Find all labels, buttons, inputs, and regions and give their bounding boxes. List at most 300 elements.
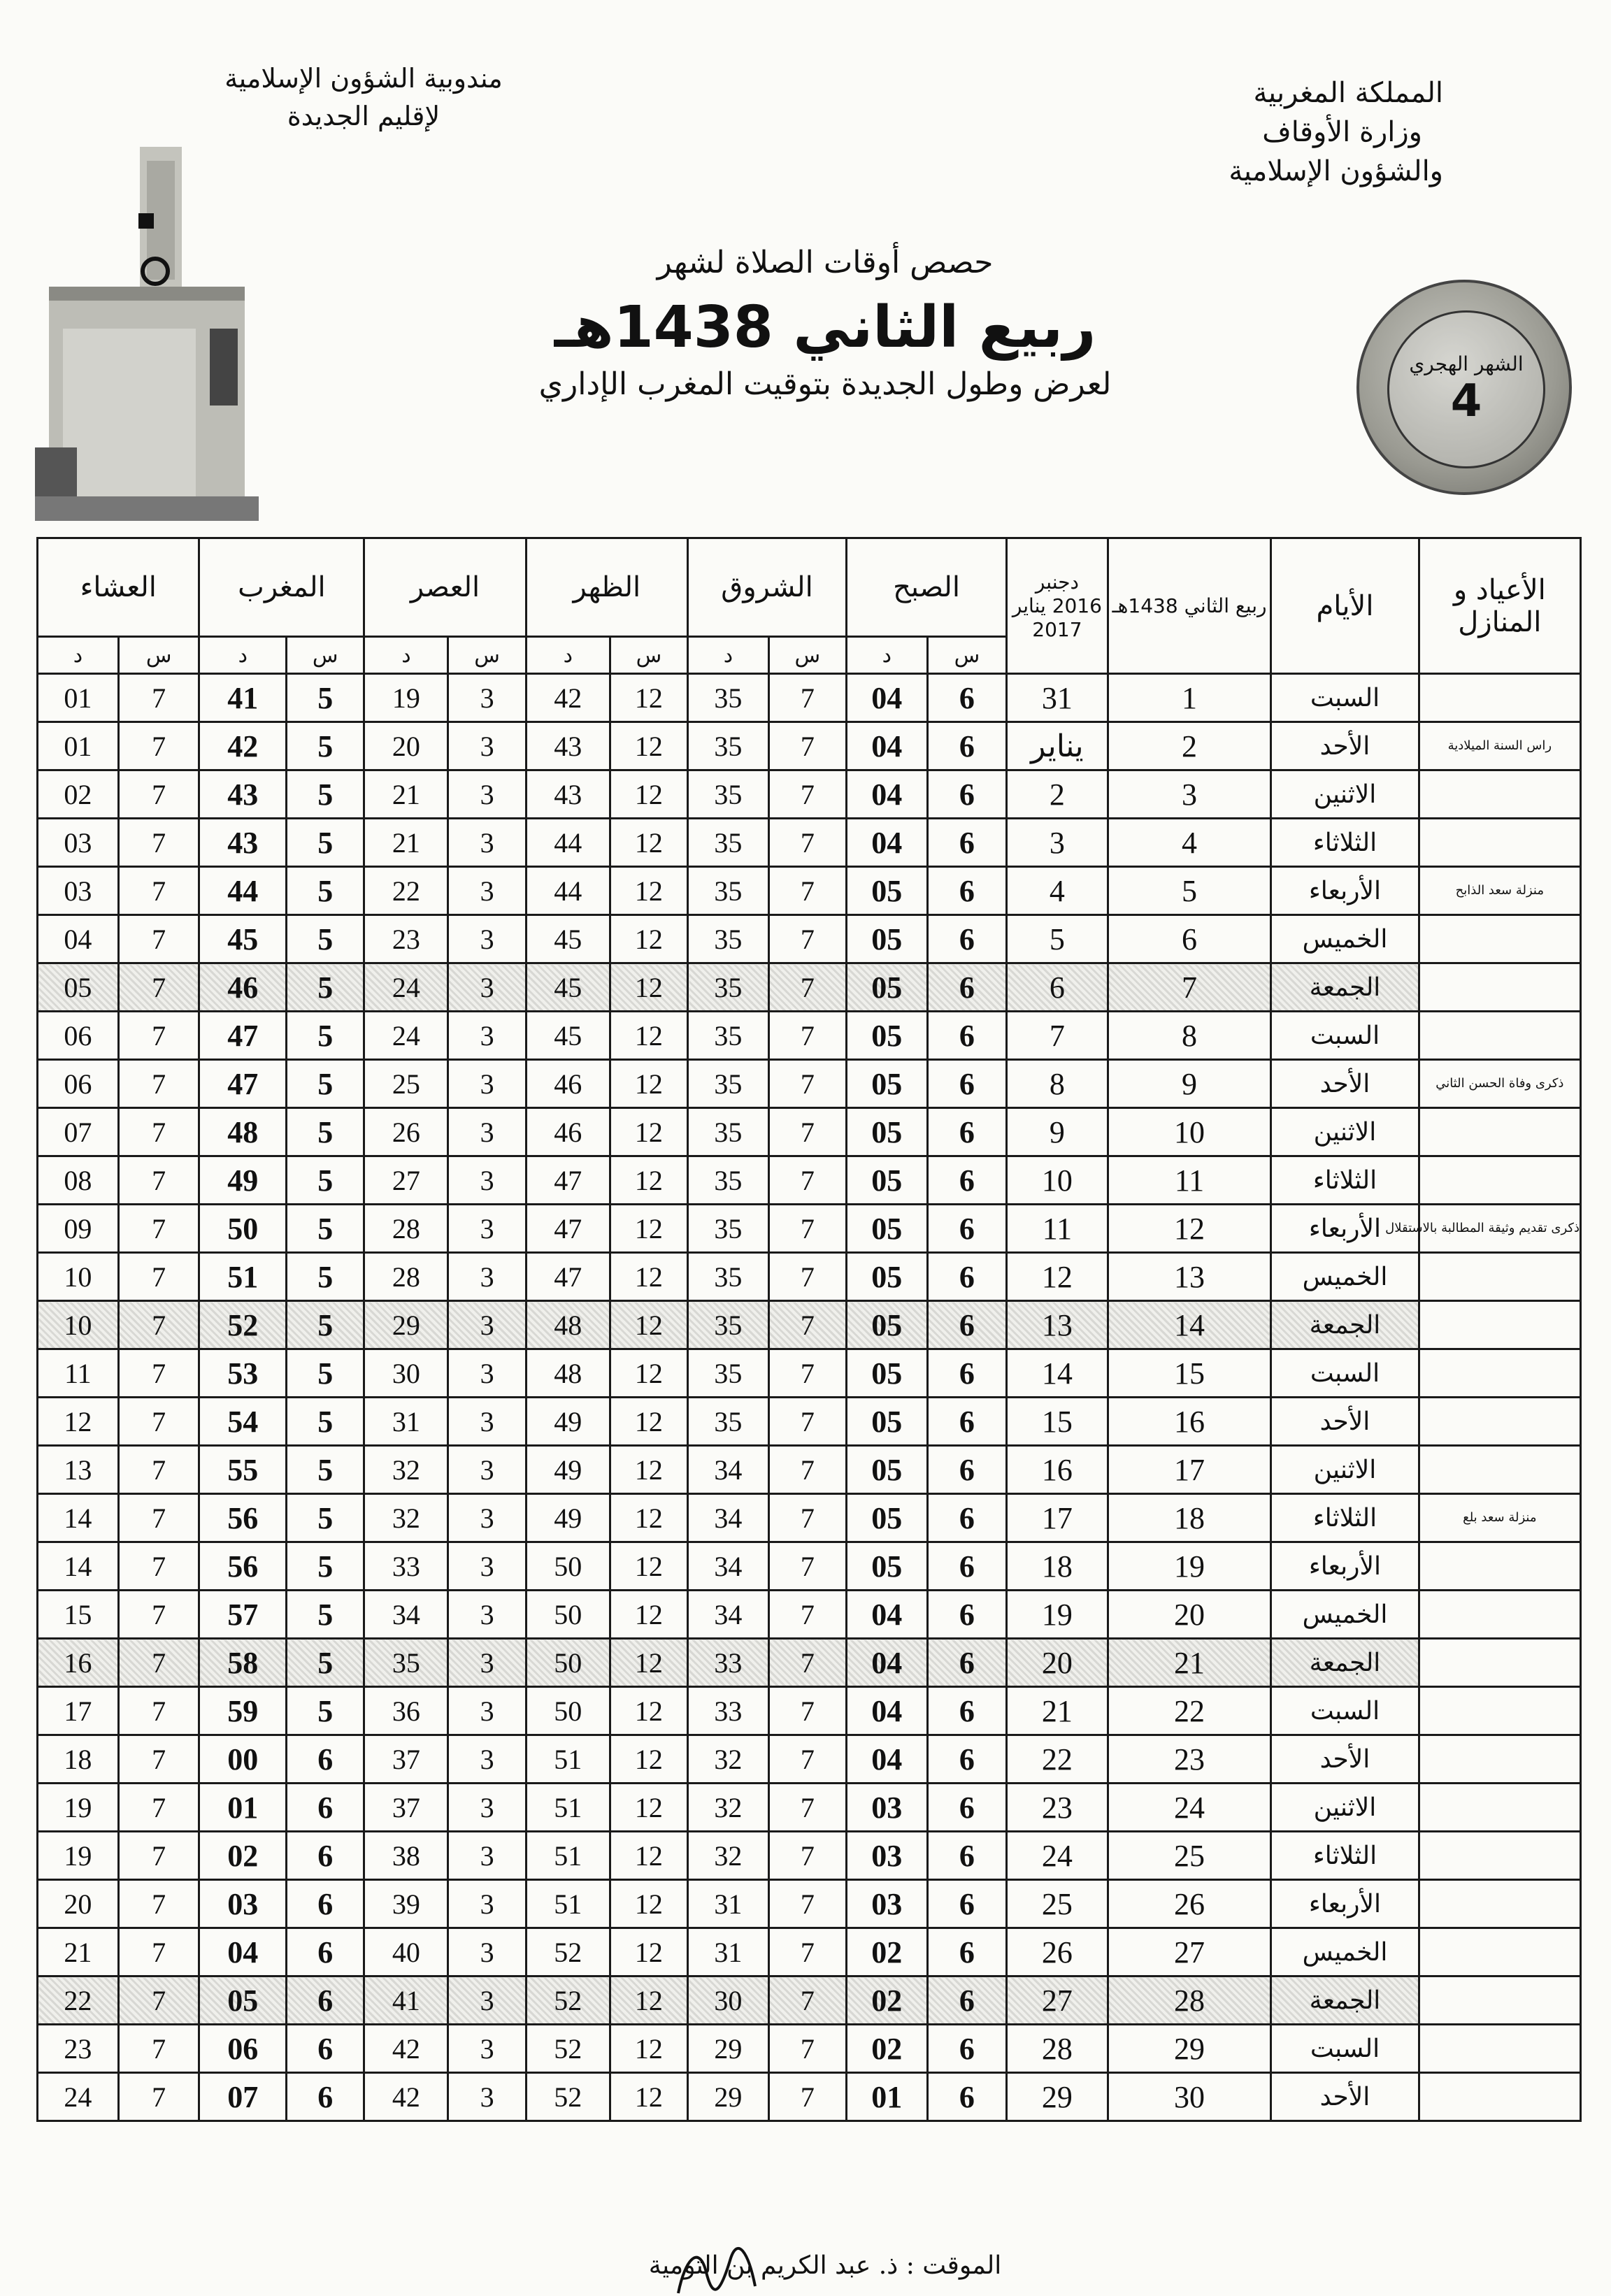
shuruq-minute-cell: 35 <box>688 1253 769 1301</box>
fajr-minute-cell: 05 <box>846 867 927 915</box>
fajr-hour-cell: 6 <box>927 722 1006 770</box>
dhuhr-minute-cell: 50 <box>526 1639 610 1687</box>
shuruq-minute-cell: 29 <box>688 2073 769 2121</box>
asr-hour-cell: 3 <box>448 915 526 963</box>
gregorian-date-cell: 23 <box>1007 1784 1108 1832</box>
minute-label: د <box>199 637 287 674</box>
hijri-date-cell: 15 <box>1108 1349 1271 1398</box>
hijri-date-cell: 7 <box>1108 963 1271 1012</box>
dhuhr-hour-cell: 12 <box>610 1060 687 1108</box>
kingdom-line: المملكة المغربية <box>1253 77 1443 109</box>
dhuhr-hour-cell: 12 <box>610 1446 687 1494</box>
asr-minute-cell: 20 <box>364 722 448 770</box>
isha-hour-cell: 7 <box>118 1832 199 1880</box>
hijri-date-cell: 26 <box>1108 1880 1271 1928</box>
table-row <box>38 1301 1581 1349</box>
isha-minute-cell: 04 <box>38 915 119 963</box>
dhuhr-minute-cell: 47 <box>526 1253 610 1301</box>
hijri-date-cell: 11 <box>1108 1156 1271 1205</box>
fajr-hour-cell: 6 <box>927 1735 1006 1784</box>
asr-hour-cell: 3 <box>448 1832 526 1880</box>
isha-minute-cell: 24 <box>38 2073 119 2121</box>
event-cell <box>1419 1735 1580 1784</box>
day-cell: الأربعاء <box>1271 1205 1419 1253</box>
dhuhr-hour-cell: 12 <box>610 1880 687 1928</box>
shuruq-minute-cell: 30 <box>688 1976 769 2025</box>
title-line-3: لعرض وطول الجديدة بتوقيت المغرب الإداري <box>538 366 1112 402</box>
dhuhr-hour-cell: 12 <box>610 1928 687 1976</box>
maghrib-minute-cell: 46 <box>199 963 287 1012</box>
gregorian-date-cell: 16 <box>1007 1446 1108 1494</box>
day-cell: السبت <box>1271 1687 1419 1735</box>
asr-minute-cell: 22 <box>364 867 448 915</box>
maghrib-hour-cell: 5 <box>287 722 364 770</box>
gregorian-date-cell: 5 <box>1007 915 1108 963</box>
maghrib-minute-cell: 55 <box>199 1446 287 1494</box>
shuruq-minute-cell: 35 <box>688 915 769 963</box>
fajr-hour-cell: 6 <box>927 1687 1006 1735</box>
fajr-hour-cell: 6 <box>927 2073 1006 2121</box>
gregorian-date-cell: 27 <box>1007 1976 1108 2025</box>
table-row <box>38 1880 1581 1928</box>
dhuhr-hour-cell: 12 <box>610 1253 687 1301</box>
fajr-hour-cell: 6 <box>927 1349 1006 1398</box>
shuruq-hour-cell: 7 <box>768 1542 846 1591</box>
dhuhr-minute-cell: 44 <box>526 867 610 915</box>
shuruq-hour-cell: 7 <box>768 770 846 819</box>
hijri-date-cell: 30 <box>1108 2073 1271 2121</box>
maghrib-minute-cell: 44 <box>199 867 287 915</box>
isha-hour-cell: 7 <box>118 2073 199 2121</box>
gregorian-date-cell: 15 <box>1007 1398 1108 1446</box>
isha-minute-cell: 22 <box>38 1976 119 2025</box>
event-cell: منزلة سعد بلع <box>1419 1494 1580 1542</box>
asr-hour-cell: 3 <box>448 722 526 770</box>
ministry-line: وزارة الأوقاف <box>1262 116 1422 148</box>
asr-minute-cell: 39 <box>364 1880 448 1928</box>
event-cell <box>1419 1253 1580 1301</box>
day-cell: الجمعة <box>1271 1301 1419 1349</box>
shuruq-minute-cell: 35 <box>688 1398 769 1446</box>
maghrib-hour-cell: 5 <box>287 1253 364 1301</box>
asr-minute-cell: 25 <box>364 1060 448 1108</box>
gregorian-header: دجنبر 2016 يناير 2017 <box>1007 538 1108 674</box>
asr-minute-cell: 42 <box>364 2073 448 2121</box>
event-cell <box>1419 2025 1580 2073</box>
hijri-date-cell: 19 <box>1108 1542 1271 1591</box>
day-cell: الاثنين <box>1271 1108 1419 1156</box>
day-cell: الأربعاء <box>1271 867 1419 915</box>
hijri-date-cell: 29 <box>1108 2025 1271 2073</box>
dhuhr-hour-cell: 12 <box>610 1832 687 1880</box>
shuruq-minute-cell: 34 <box>688 1542 769 1591</box>
event-cell: راس السنة الميلادية <box>1419 722 1580 770</box>
asr-hour-cell: 3 <box>448 2073 526 2121</box>
isha-hour-cell: 7 <box>118 674 199 722</box>
isha-hour-cell: 7 <box>118 1060 199 1108</box>
hijri-month-seal <box>1356 280 1572 495</box>
shuruq-hour-cell: 7 <box>768 674 846 722</box>
asr-minute-cell: 21 <box>364 819 448 867</box>
table-row <box>38 1639 1581 1687</box>
fajr-hour-cell: 6 <box>927 1108 1006 1156</box>
shuruq-minute-cell: 33 <box>688 1639 769 1687</box>
dhuhr-minute-cell: 47 <box>526 1205 610 1253</box>
fajr-minute-cell: 02 <box>846 2025 927 2073</box>
hijri-date-cell: 16 <box>1108 1398 1271 1446</box>
asr-minute-cell: 28 <box>364 1205 448 1253</box>
table-row <box>38 1398 1581 1446</box>
hijri-date-cell: 8 <box>1108 1012 1271 1060</box>
hijri-date-cell: 9 <box>1108 1060 1271 1108</box>
asr-hour-cell: 3 <box>448 1591 526 1639</box>
table-row <box>38 1542 1581 1591</box>
month-title: ربيع الثاني 1438هـ <box>554 294 1096 361</box>
shuruq-hour-cell: 7 <box>768 722 846 770</box>
hijri-header: ربيع الثاني 1438هـ <box>1108 538 1271 674</box>
gregorian-date-cell: 2 <box>1007 770 1108 819</box>
day-cell: الجمعة <box>1271 963 1419 1012</box>
asr-minute-cell: 38 <box>364 1832 448 1880</box>
dhuhr-hour-cell: 12 <box>610 1591 687 1639</box>
asr-minute-cell: 32 <box>364 1494 448 1542</box>
maghrib-hour-cell: 5 <box>287 674 364 722</box>
fajr-minute-cell: 04 <box>846 674 927 722</box>
dhuhr-minute-cell: 52 <box>526 2073 610 2121</box>
shuruq-minute-cell: 35 <box>688 770 769 819</box>
day-cell: الأربعاء <box>1271 1880 1419 1928</box>
table-row <box>38 674 1581 722</box>
day-cell: الاثنين <box>1271 770 1419 819</box>
isha-minute-cell: 07 <box>38 1108 119 1156</box>
maghrib-minute-cell: 48 <box>199 1108 287 1156</box>
isha-minute-cell: 13 <box>38 1446 119 1494</box>
shuruq-hour-cell: 7 <box>768 2073 846 2121</box>
maghrib-hour-cell: 5 <box>287 1446 364 1494</box>
hijri-date-cell: 13 <box>1108 1253 1271 1301</box>
event-cell <box>1419 674 1580 722</box>
fajr-hour-cell: 6 <box>927 1301 1006 1349</box>
asr-minute-cell: 41 <box>364 1976 448 2025</box>
fajr-minute-cell: 05 <box>846 1494 927 1542</box>
hijri-date-cell: 20 <box>1108 1591 1271 1639</box>
asr-header: العصر <box>364 538 526 637</box>
shuruq-minute-cell: 32 <box>688 1832 769 1880</box>
dhuhr-minute-cell: 51 <box>526 1784 610 1832</box>
dhuhr-minute-cell: 50 <box>526 1591 610 1639</box>
shuruq-minute-cell: 35 <box>688 1156 769 1205</box>
isha-minute-cell: 23 <box>38 2025 119 2073</box>
isha-hour-cell: 7 <box>118 1253 199 1301</box>
maghrib-minute-cell: 43 <box>199 770 287 819</box>
isha-hour-cell: 7 <box>118 1156 199 1205</box>
table-row <box>38 1156 1581 1205</box>
delegation-header <box>182 59 545 135</box>
fajr-hour-cell: 6 <box>927 867 1006 915</box>
dhuhr-hour-cell: 12 <box>610 1735 687 1784</box>
fajr-minute-cell: 05 <box>846 915 927 963</box>
maghrib-minute-cell: 50 <box>199 1205 287 1253</box>
event-cell <box>1419 1639 1580 1687</box>
maghrib-hour-cell: 5 <box>287 867 364 915</box>
isha-minute-cell: 21 <box>38 1928 119 1976</box>
isha-minute-cell: 19 <box>38 1784 119 1832</box>
gregorian-date-cell: 22 <box>1007 1735 1108 1784</box>
day-cell: الخميس <box>1271 1591 1419 1639</box>
table-row <box>38 1060 1581 1108</box>
shuruq-minute-cell: 32 <box>688 1784 769 1832</box>
shuruq-hour-cell: 7 <box>768 915 846 963</box>
fajr-minute-cell: 05 <box>846 1205 927 1253</box>
isha-hour-cell: 7 <box>118 1012 199 1060</box>
shuruq-minute-cell: 31 <box>688 1928 769 1976</box>
dhuhr-hour-cell: 12 <box>610 1687 687 1735</box>
fajr-minute-cell: 05 <box>846 1301 927 1349</box>
day-cell: السبت <box>1271 1012 1419 1060</box>
maghrib-minute-cell: 43 <box>199 819 287 867</box>
isha-minute-cell: 14 <box>38 1494 119 1542</box>
shuruq-hour-cell: 7 <box>768 1735 846 1784</box>
dhuhr-hour-cell: 12 <box>610 819 687 867</box>
isha-hour-cell: 7 <box>118 770 199 819</box>
fajr-minute-cell: 05 <box>846 1108 927 1156</box>
dhuhr-hour-cell: 12 <box>610 2073 687 2121</box>
fajr-minute-cell: 04 <box>846 1735 927 1784</box>
shuruq-hour-cell: 7 <box>768 1494 846 1542</box>
shuruq-minute-cell: 29 <box>688 2025 769 2073</box>
hijri-date-cell: 23 <box>1108 1735 1271 1784</box>
shuruq-minute-cell: 33 <box>688 1687 769 1735</box>
fajr-hour-cell: 6 <box>927 1398 1006 1446</box>
dhuhr-minute-cell: 45 <box>526 1012 610 1060</box>
dhuhr-hour-cell: 12 <box>610 1639 687 1687</box>
shuruq-minute-cell: 31 <box>688 1880 769 1928</box>
handwritten-signature <box>664 2230 818 2296</box>
day-cell: الخميس <box>1271 1253 1419 1301</box>
isha-minute-cell: 03 <box>38 867 119 915</box>
table-row <box>38 1494 1581 1542</box>
fajr-hour-cell: 6 <box>927 1446 1006 1494</box>
hijri-date-cell: 14 <box>1108 1301 1271 1349</box>
gregorian-date-cell: 10 <box>1007 1156 1108 1205</box>
maghrib-minute-cell: 52 <box>199 1301 287 1349</box>
asr-minute-cell: 37 <box>364 1735 448 1784</box>
fajr-minute-cell: 05 <box>846 1542 927 1591</box>
maghrib-minute-cell: 56 <box>199 1494 287 1542</box>
table-row <box>38 1976 1581 2025</box>
asr-minute-cell: 31 <box>364 1398 448 1446</box>
maghrib-minute-cell: 06 <box>199 2025 287 2073</box>
table-row <box>38 1349 1581 1398</box>
dhuhr-minute-cell: 43 <box>526 770 610 819</box>
gregorian-date-cell: 17 <box>1007 1494 1108 1542</box>
maghrib-minute-cell: 53 <box>199 1349 287 1398</box>
asr-hour-cell: 3 <box>448 1928 526 1976</box>
fajr-minute-cell: 05 <box>846 1253 927 1301</box>
dhuhr-minute-cell: 52 <box>526 1928 610 1976</box>
gregorian-date-cell: 12 <box>1007 1253 1108 1301</box>
fajr-minute-cell: 03 <box>846 1832 927 1880</box>
table-row <box>38 2073 1581 2121</box>
hijri-date-cell: 27 <box>1108 1928 1271 1976</box>
isha-minute-cell: 02 <box>38 770 119 819</box>
maghrib-minute-cell: 49 <box>199 1156 287 1205</box>
maghrib-minute-cell: 05 <box>199 1976 287 2025</box>
maghrib-minute-cell: 58 <box>199 1639 287 1687</box>
event-cell: منزلة سعد الذابح <box>1419 867 1580 915</box>
asr-minute-cell: 24 <box>364 1012 448 1060</box>
fajr-minute-cell: 04 <box>846 1639 927 1687</box>
dhuhr-minute-cell: 50 <box>526 1687 610 1735</box>
fajr-hour-cell: 6 <box>927 1639 1006 1687</box>
day-cell: الاثنين <box>1271 1446 1419 1494</box>
asr-hour-cell: 3 <box>448 770 526 819</box>
gregorian-date-cell: 13 <box>1007 1301 1108 1349</box>
isha-hour-cell: 7 <box>118 1928 199 1976</box>
asr-hour-cell: 3 <box>448 674 526 722</box>
table-row <box>38 1735 1581 1784</box>
gregorian-date-cell: يناير <box>1007 722 1108 770</box>
ministry-header <box>1150 73 1443 191</box>
maghrib-minute-cell: 01 <box>199 1784 287 1832</box>
dhuhr-minute-cell: 48 <box>526 1349 610 1398</box>
asr-hour-cell: 3 <box>448 819 526 867</box>
shuruq-hour-cell: 7 <box>768 1301 846 1349</box>
isha-minute-cell: 06 <box>38 1060 119 1108</box>
isha-hour-cell: 7 <box>118 1205 199 1253</box>
maghrib-hour-cell: 5 <box>287 1687 364 1735</box>
shuruq-hour-cell: 7 <box>768 1205 846 1253</box>
shuruq-hour-cell: 7 <box>768 1639 846 1687</box>
event-cell <box>1419 1156 1580 1205</box>
dhuhr-hour-cell: 12 <box>610 1012 687 1060</box>
dhuhr-minute-cell: 48 <box>526 1301 610 1349</box>
event-cell <box>1419 1687 1580 1735</box>
maghrib-hour-cell: 6 <box>287 2073 364 2121</box>
isha-hour-cell: 7 <box>118 867 199 915</box>
hijri-date-cell: 5 <box>1108 867 1271 915</box>
event-cell <box>1419 1976 1580 2025</box>
isha-hour-cell: 7 <box>118 1494 199 1542</box>
isha-minute-cell: 18 <box>38 1735 119 1784</box>
asr-hour-cell: 3 <box>448 1784 526 1832</box>
shuruq-minute-cell: 35 <box>688 963 769 1012</box>
dhuhr-minute-cell: 49 <box>526 1494 610 1542</box>
shuruq-hour-cell: 7 <box>768 1253 846 1301</box>
day-cell: الثلاثاء <box>1271 1832 1419 1880</box>
isha-minute-cell: 20 <box>38 1880 119 1928</box>
hijri-date-cell: 10 <box>1108 1108 1271 1156</box>
asr-hour-cell: 3 <box>448 1446 526 1494</box>
asr-minute-cell: 26 <box>364 1108 448 1156</box>
minute-label: د <box>364 637 448 674</box>
isha-hour-cell: 7 <box>118 819 199 867</box>
asr-minute-cell: 35 <box>364 1639 448 1687</box>
maghrib-hour-cell: 5 <box>287 770 364 819</box>
maghrib-hour-cell: 6 <box>287 1735 364 1784</box>
shuruq-hour-cell: 7 <box>768 1687 846 1735</box>
table-row <box>38 722 1581 770</box>
maghrib-hour-cell: 5 <box>287 1591 364 1639</box>
isha-hour-cell: 7 <box>118 1784 199 1832</box>
gregorian-date-cell: 28 <box>1007 2025 1108 2073</box>
fajr-header: الصبح <box>846 538 1006 637</box>
dhuhr-minute-cell: 49 <box>526 1446 610 1494</box>
dhuhr-minute-cell: 51 <box>526 1832 610 1880</box>
maghrib-minute-cell: 51 <box>199 1253 287 1301</box>
hour-label: س <box>448 637 526 674</box>
fajr-hour-cell: 6 <box>927 1494 1006 1542</box>
maghrib-minute-cell: 03 <box>199 1880 287 1928</box>
asr-hour-cell: 3 <box>448 1398 526 1446</box>
table-row <box>38 1108 1581 1156</box>
hijri-date-cell: 17 <box>1108 1446 1271 1494</box>
shuruq-hour-cell: 7 <box>768 1349 846 1398</box>
gregorian-date-cell: 29 <box>1007 2073 1108 2121</box>
isha-hour-cell: 7 <box>118 1735 199 1784</box>
day-cell: السبت <box>1271 2025 1419 2073</box>
isha-hour-cell: 7 <box>118 1687 199 1735</box>
isha-hour-cell: 7 <box>118 722 199 770</box>
title-line-1: حصص أوقات الصلاة لشهر <box>657 245 994 280</box>
isha-minute-cell: 17 <box>38 1687 119 1735</box>
maghrib-minute-cell: 42 <box>199 722 287 770</box>
asr-minute-cell: 42 <box>364 2025 448 2073</box>
prayer-times-table <box>36 537 1582 2122</box>
event-cell <box>1419 1301 1580 1349</box>
shuruq-hour-cell: 7 <box>768 2025 846 2073</box>
fajr-hour-cell: 6 <box>927 963 1006 1012</box>
hour-label: س <box>927 637 1006 674</box>
isha-minute-cell: 01 <box>38 674 119 722</box>
dhuhr-minute-cell: 51 <box>526 1735 610 1784</box>
shuruq-hour-cell: 7 <box>768 819 846 867</box>
table-row <box>38 915 1581 963</box>
table-row <box>38 1687 1581 1735</box>
hijri-date-cell: 2 <box>1108 722 1271 770</box>
dhuhr-hour-cell: 12 <box>610 1301 687 1349</box>
seal-number: 4 <box>1450 375 1482 427</box>
event-cell <box>1419 1542 1580 1591</box>
day-cell: الخميس <box>1271 915 1419 963</box>
event-cell <box>1419 1398 1580 1446</box>
table-row <box>38 1253 1581 1301</box>
hour-label: س <box>768 637 846 674</box>
minute-label: د <box>38 637 119 674</box>
isha-header: العشاء <box>38 538 199 637</box>
shuruq-hour-cell: 7 <box>768 1108 846 1156</box>
event-cell <box>1419 963 1580 1012</box>
maghrib-hour-cell: 5 <box>287 1156 364 1205</box>
day-cell: الجمعة <box>1271 1976 1419 2025</box>
dhuhr-hour-cell: 12 <box>610 1398 687 1446</box>
asr-hour-cell: 3 <box>448 1976 526 2025</box>
event-cell: ذكرى وفاة الحسن الثاني <box>1419 1060 1580 1108</box>
dhuhr-hour-cell: 12 <box>610 1205 687 1253</box>
maghrib-minute-cell: 45 <box>199 915 287 963</box>
isha-hour-cell: 7 <box>118 1108 199 1156</box>
fajr-hour-cell: 6 <box>927 1156 1006 1205</box>
dhuhr-minute-cell: 45 <box>526 963 610 1012</box>
maghrib-hour-cell: 5 <box>287 1398 364 1446</box>
maghrib-minute-cell: 54 <box>199 1398 287 1446</box>
fajr-minute-cell: 05 <box>846 1398 927 1446</box>
asr-hour-cell: 3 <box>448 1060 526 1108</box>
shuruq-hour-cell: 7 <box>768 1012 846 1060</box>
event-cell: ذكرى تقديم وثيقة المطالبة بالاستقلال <box>1419 1205 1580 1253</box>
fajr-hour-cell: 6 <box>927 1832 1006 1880</box>
event-cell <box>1419 819 1580 867</box>
